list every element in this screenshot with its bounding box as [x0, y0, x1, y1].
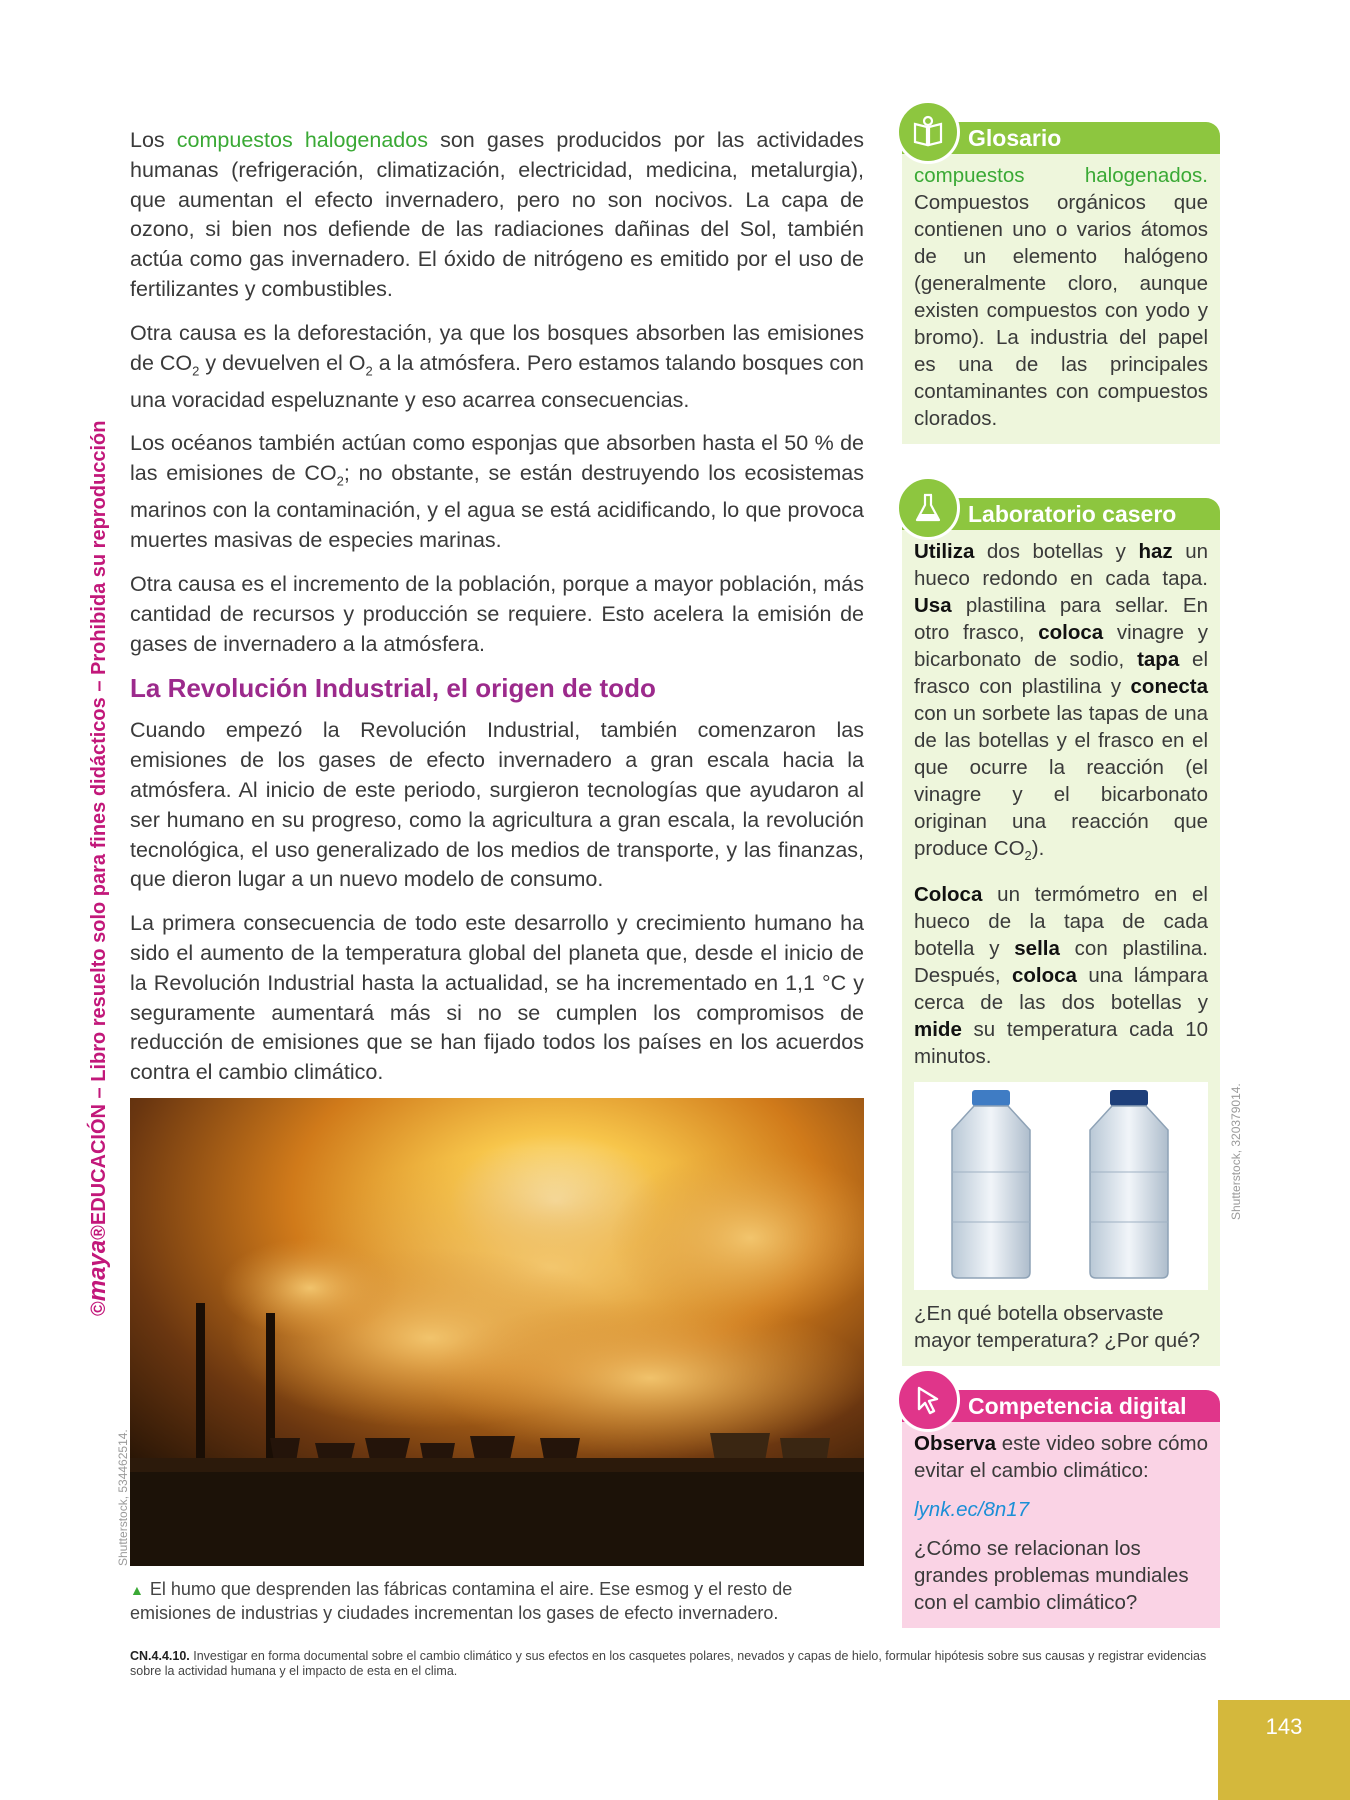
bottles-photo: [914, 1082, 1208, 1290]
laboratorio-instructions-1: Utiliza dos botellas y haz un hueco redondo en cada tapa. Usa plastilina para sellar. En otro frasco, coloca vinagre y bicarbonato de sodio, tapa el frasco con plastilina y conecta con un sorbete las tapas de una de las botellas y el frasco en el que ocurre la reacción (el vinagre y el bicarbonato originan una reacción que produce $CO_2$).: [914, 540, 1208, 864]
page-number: 143: [1218, 1700, 1350, 1800]
glosario-term: compuestos halogenados.: [914, 164, 1208, 187]
competencia-body: [902, 1422, 1220, 1628]
copyright-text: ®EDUCACIÓN – Libro resuelto solo para fines didácticos – Prohibida su reproducción: [88, 420, 110, 1240]
glosario-definition: Compuestos orgánicos que contienen uno o varios átomos de un elemento halógeno (generalmente cloro, aunque existen compuestos con yodo y bromo). La industria del papel es una de las principales contaminantes con compuestos clorados.: [914, 191, 1208, 430]
laboratorio-instructions-2: Coloca un termómetro en el hueco de la tapa de cada botella y sella con plastilina. Después, coloca una lámpara cerca de las dos botellas y mide su temperatura cada 10 minutos.: [914, 883, 1208, 1069]
paragraph-consequence: La primera consecuencia de todo este desarrollo y crecimiento humano ha sido el aumento de la temperatura global del planeta que, desde el inicio de la Revolución Industrial hasta la actualidad, se ha incrementado en 1,1 °C y seguramente aumentará más si no se cumplen los compromisos de reducción de emisiones que se han fijado todos los países en los acuerdos contra el cambio climático.: [130, 911, 864, 1085]
curriculum-note: CN.4.4.10. Investigar en forma documental sobre el cambio climático y sus efectos en los casquetes polares, nevados y capas de hielo, formular hipótesis sobre sus causas y registrar evidencias sobre la actividad humana y el impacto de esta en el clima.: [130, 1649, 1207, 1678]
paragraph-deforestation: Otra causa es la deforestación, ya que los bosques absorben las emisiones de $CO_2$ y devuelven el $O_2$ a la atmósfera. Pero estamos talando bosques con una voracidad espeluznante y eso acarrea consecuencias.: [130, 320, 864, 412]
competencia-header: [902, 1390, 1220, 1422]
term-halogenated: compuestos halogenados: [176, 128, 428, 152]
laboratorio-question: ¿En qué botella observaste mayor temperatura? ¿Por qué?: [914, 1302, 1200, 1353]
two-bottles-image: [914, 1082, 1208, 1290]
paragraph-industrial-revolution: Cuando empezó la Revolución Industrial, también comenzaron las emisiones de los gases de efecto invernadero a gran escala hacia la atmósfera. Al inicio de este periodo, surgieron tecnologías que ayudaron al ser humano en su progreso, como la agricultura a gran escala, la revolución tecnológica, el uso generalizado de los medios de transporte, y las finanzas, que dieron lugar a un nuevo modelo de consumo.: [130, 718, 864, 892]
factory-smoke-photo: [130, 1098, 864, 1566]
competencia-link[interactable]: lynk.ec/8n17: [914, 1498, 1030, 1521]
laboratorio-title: Laboratorio casero: [968, 501, 1177, 527]
laboratorio-box: [902, 498, 1220, 1366]
competencia-text: Observa este video sobre cómo evitar el cambio climático:: [914, 1432, 1209, 1482]
competencia-box: [902, 1390, 1220, 1628]
section-title: La Revolución Industrial, el origen de todo: [130, 673, 656, 704]
book-icon: [896, 100, 960, 164]
flask-icon: [896, 476, 960, 540]
curriculum-code: CN.4.4.10.: [130, 1649, 190, 1663]
cursor-icon: [896, 1368, 960, 1432]
main-column: [130, 126, 864, 1102]
laboratorio-header: [902, 498, 1220, 530]
glosario-body: [902, 154, 1220, 444]
laboratorio-body: [902, 530, 1220, 1366]
glosario-box: [902, 122, 1220, 444]
copyright-symbol: ©: [88, 1301, 110, 1316]
factory-smoke-image: [130, 1098, 864, 1566]
maya-logo: maya: [84, 1239, 111, 1302]
paragraph-oceans: Los océanos también actúan como esponjas que absorben hasta el 50 % de las emisiones de $CO_2$; no obstante, se están destruyendo los ecosistemas marinos con la contaminación, y el agua se está acidificando, lo que provoca muertes masivas de especies marinas.: [130, 431, 864, 553]
caption-marker-icon: ▲: [130, 1582, 144, 1598]
photo-caption: ▲ El humo que desprenden las fábricas contamina el aire. Ese esmog y el resto de emisiones de industrias y ciudades incrementan los gases de efecto invernadero.: [130, 1579, 793, 1623]
glosario-header: [902, 122, 1220, 154]
competencia-question: ¿Cómo se relacionan los grandes problemas mundiales con el cambio climático?: [914, 1537, 1189, 1614]
paragraph-halogenated: Los compuestos halogenados son gases producidos por las actividades humanas (refrigeración, climatización, electricidad, medicina, metalurgia), que aumentan el efecto invernadero, pero no son nocivos. La capa de ozono, si bien nos defiende de las radiaciones dañinas del Sol, también actúa como gas invernadero. El óxido de nitrógeno es emitido por el uso de fertilizantes y combustibles.: [130, 128, 864, 301]
paragraph-population: Otra causa es el incremento de la población, porque a mayor población, más cantidad de recursos y producción se requiere. Esto acelera la emisión de gases de invernadero a la atmósfera.: [130, 571, 864, 656]
competencia-title: Competencia digital: [968, 1393, 1187, 1419]
glosario-title: Glosario: [968, 125, 1062, 151]
